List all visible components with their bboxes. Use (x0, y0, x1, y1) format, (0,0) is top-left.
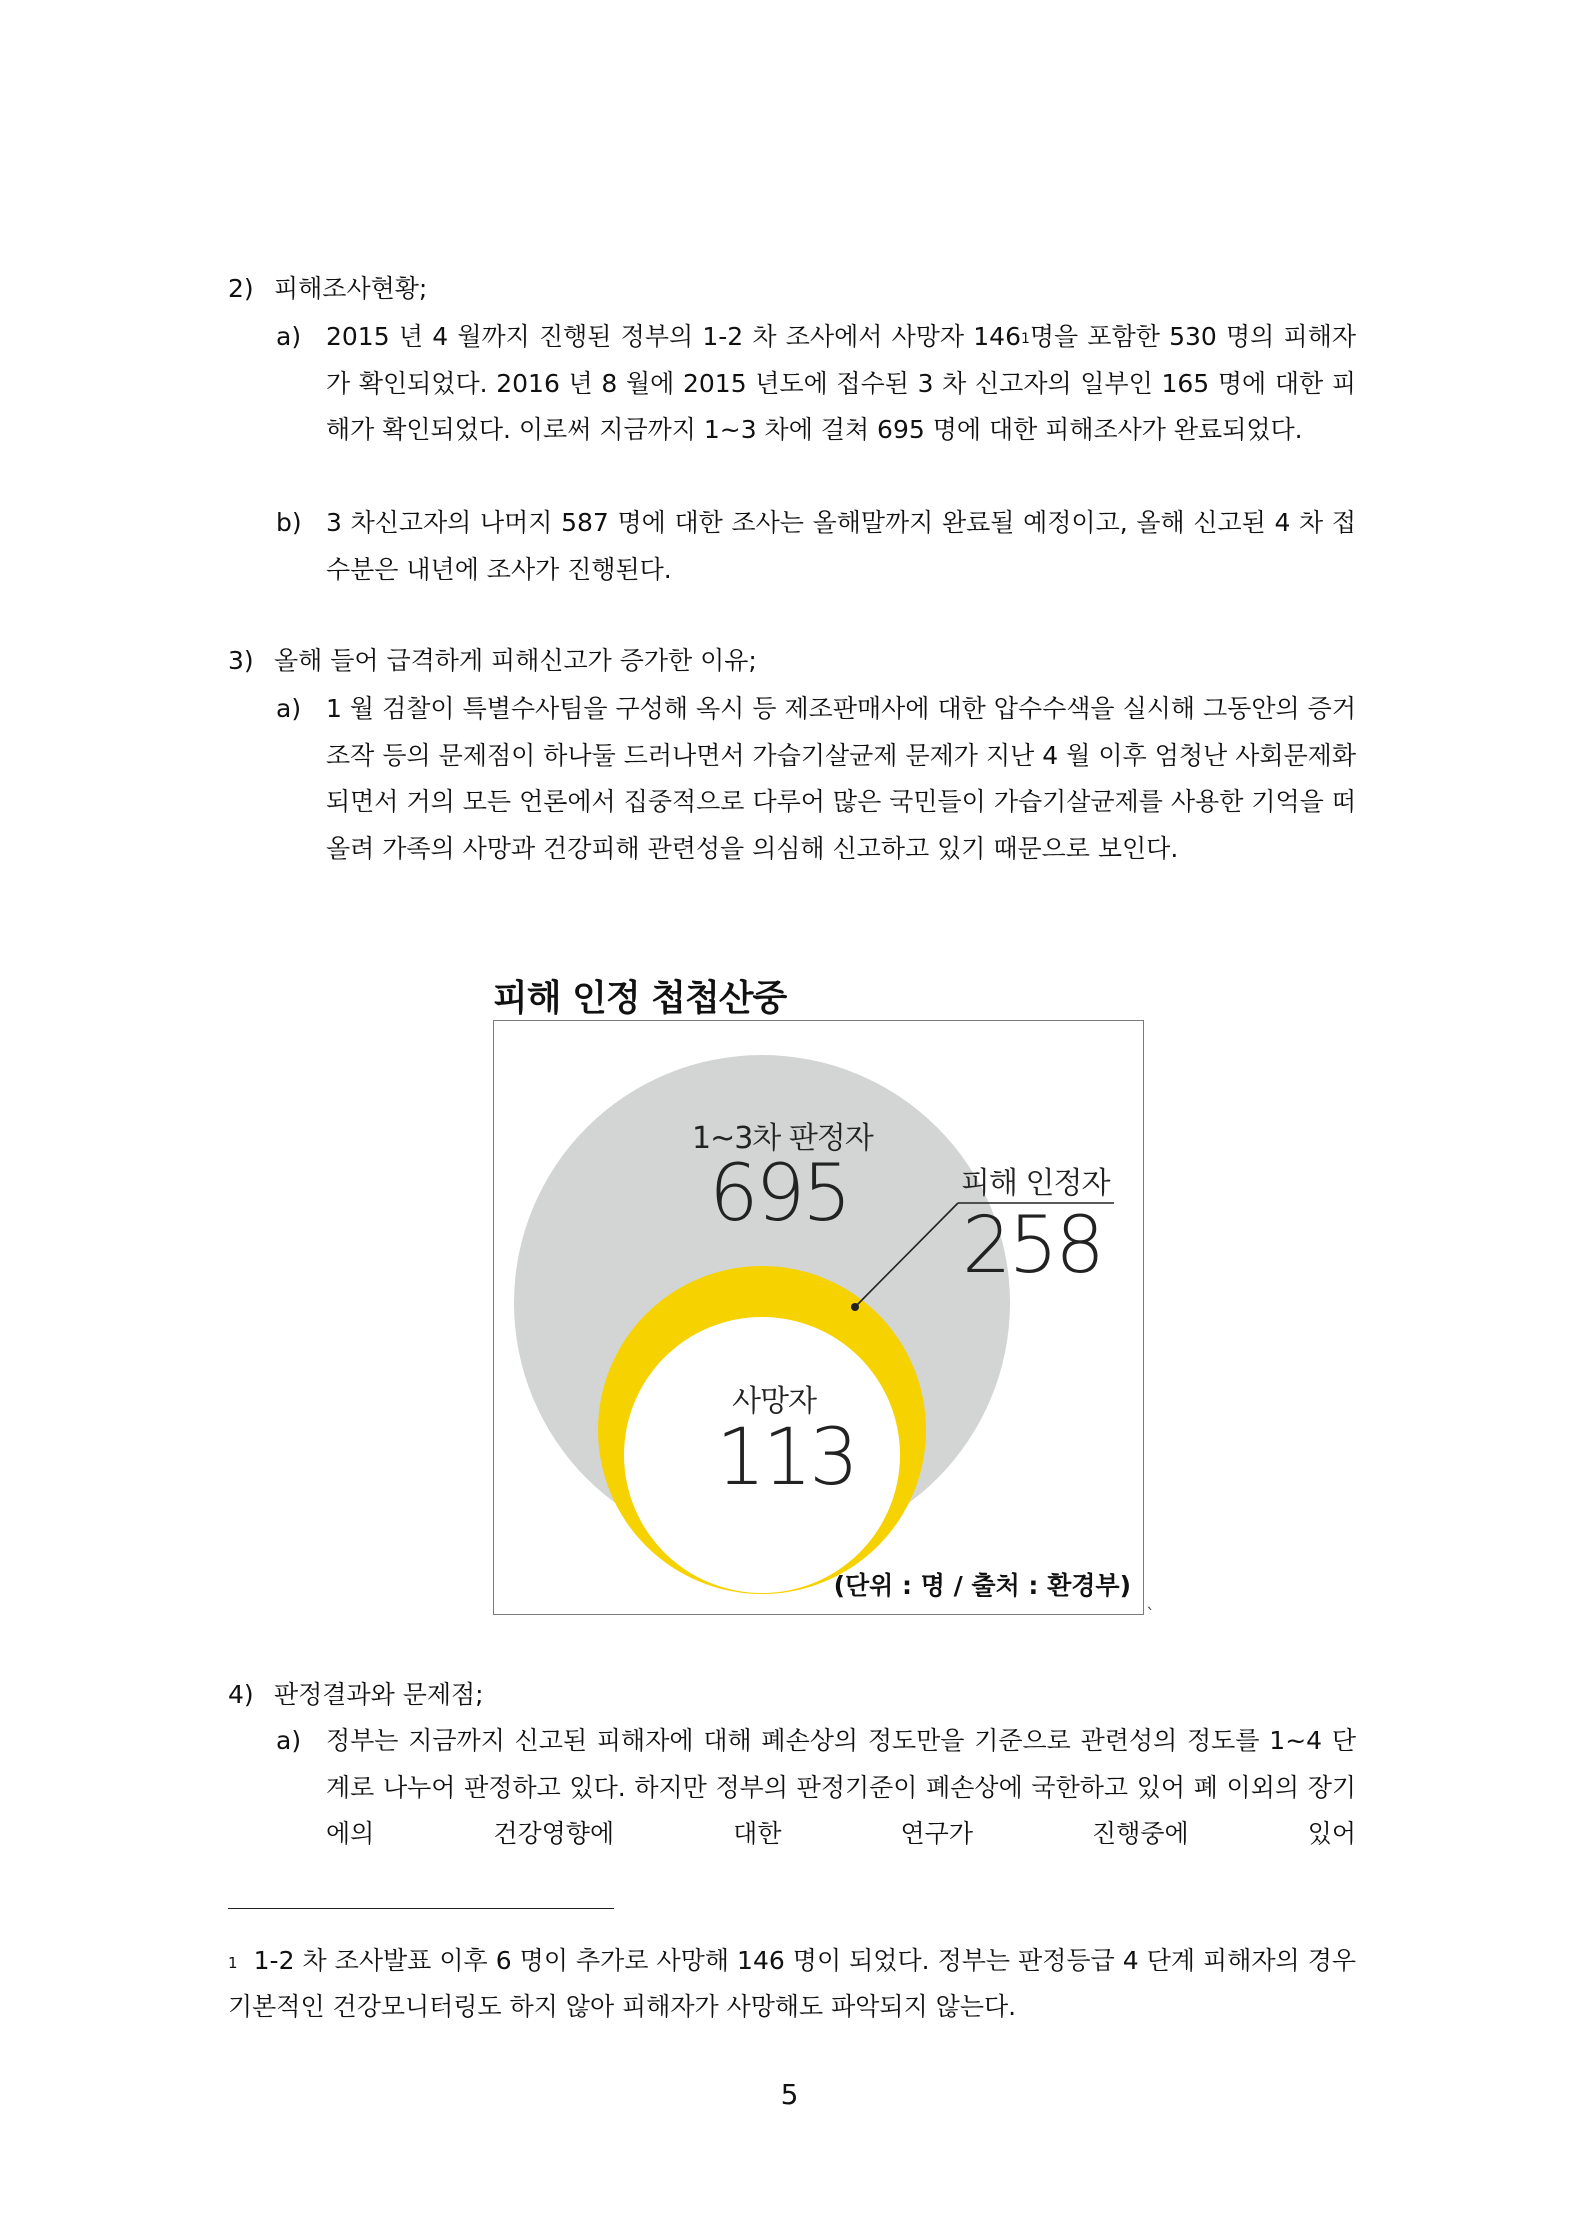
section-title: 피해조사현황; (274, 274, 428, 303)
figure-title: 피해 인정 첩첩산중 (493, 978, 787, 1019)
section-number: 3) (228, 646, 254, 675)
section-4-heading (228, 1678, 484, 1712)
infographic (493, 1020, 1144, 1615)
inner-label: 사망자 (732, 1384, 816, 1419)
stray-mark: ` (1146, 1605, 1155, 1626)
item-text: 1 월 검찰이 특별수사팀을 구성해 옥시 등 제조판매사에 대한 압수수색을 실시해 그동안의 증거조작 등의 문제점이 하나둘 드러나면서 가습기살균제 문제가 지난 4 월 이후 엄청난 사회문제화되면서 거의 모든 언론에서 집중적으로 다루어 많은 국민들이 가습기살균제를 사용한 기억을 떠올려 가족의 사망과 건강피해 관련성을 의심해 신고하고 있기 때문으로 보인다. (326, 694, 1356, 863)
leader-dot (851, 1303, 859, 1311)
section-3-item-a (276, 686, 1356, 872)
outer-label: 1~3차 판정자 (692, 1121, 873, 1156)
section-2-item-a (276, 314, 1356, 454)
middle-value: 258 (962, 1201, 1102, 1291)
section-2-heading (228, 272, 427, 306)
figure-source: (단위 : 명 / 출처 : 환경부) (833, 1571, 1131, 1600)
footnote-number: 1 (228, 1954, 238, 1972)
item-label: b) (276, 508, 302, 537)
nested-circles-chart (494, 1021, 1144, 1615)
section-number: 4) (228, 1680, 254, 1709)
item-text: 2015 년 4 월까지 진행된 정부의 1-2 차 조사에서 사망자 $146^1$명을 포함한 530 명의 피해자가 확인되었다. 2016 년 8 월에 2015 년도에 접수된 3 차 신고자의 일부인 165 명에 대한 피해가 확인되었다. 이로써 지금까지 1~3 차에 걸쳐 695 명에 대한 피해조사가 완료되었다. (326, 322, 1357, 444)
item-text: 정부는 지금까지 신고된 피해자에 대해 폐손상의 정도만을 기준으로 관련성의 정도를 1~4 단계로 나누어 판정하고 있다. 하지만 정부의 판정기준이 폐손상에 국한하고 있어 폐 이외의 장기에의 건강영향에 대한 연구가 진행중에 있어 (326, 1726, 1356, 1848)
page-number: 5 (780, 2078, 799, 2111)
section-2-item-b (276, 500, 1356, 593)
item-label: a) (276, 1726, 302, 1755)
section-title: 판정결과와 문제점; (274, 1680, 484, 1709)
footnote-ref[interactable]: 1 (1020, 331, 1030, 347)
inner-value: 113 (716, 1413, 856, 1503)
footnote-text: 1-2 차 조사발표 이후 6 명이 추가로 사망해 146 명이 되었다. 정부는 판정등급 4 단계 피해자의 경우 기본적인 건강모니터링도 하지 않아 피해자가 사망해도 파악되지 않는다. (228, 1946, 1356, 2021)
outer-value: 695 (709, 1149, 849, 1239)
section-title: 올해 들어 급격하게 피해신고가 증가한 이유; (274, 646, 757, 675)
section-number: 2) (228, 274, 254, 303)
footnote-divider (228, 1908, 614, 1909)
footnote (228, 1938, 1356, 2030)
item-label: a) (276, 694, 302, 723)
item-text: 3 차신고자의 나머지 587 명에 대한 조사는 올해말까지 완료될 예정이고, 올해 신고된 4 차 접수분은 내년에 조사가 진행된다. (326, 508, 1356, 584)
item-label: a) (276, 322, 302, 351)
section-4-item-a (276, 1718, 1356, 1858)
section-3-heading (228, 644, 757, 678)
middle-label: 피해 인정자 (961, 1166, 1110, 1201)
